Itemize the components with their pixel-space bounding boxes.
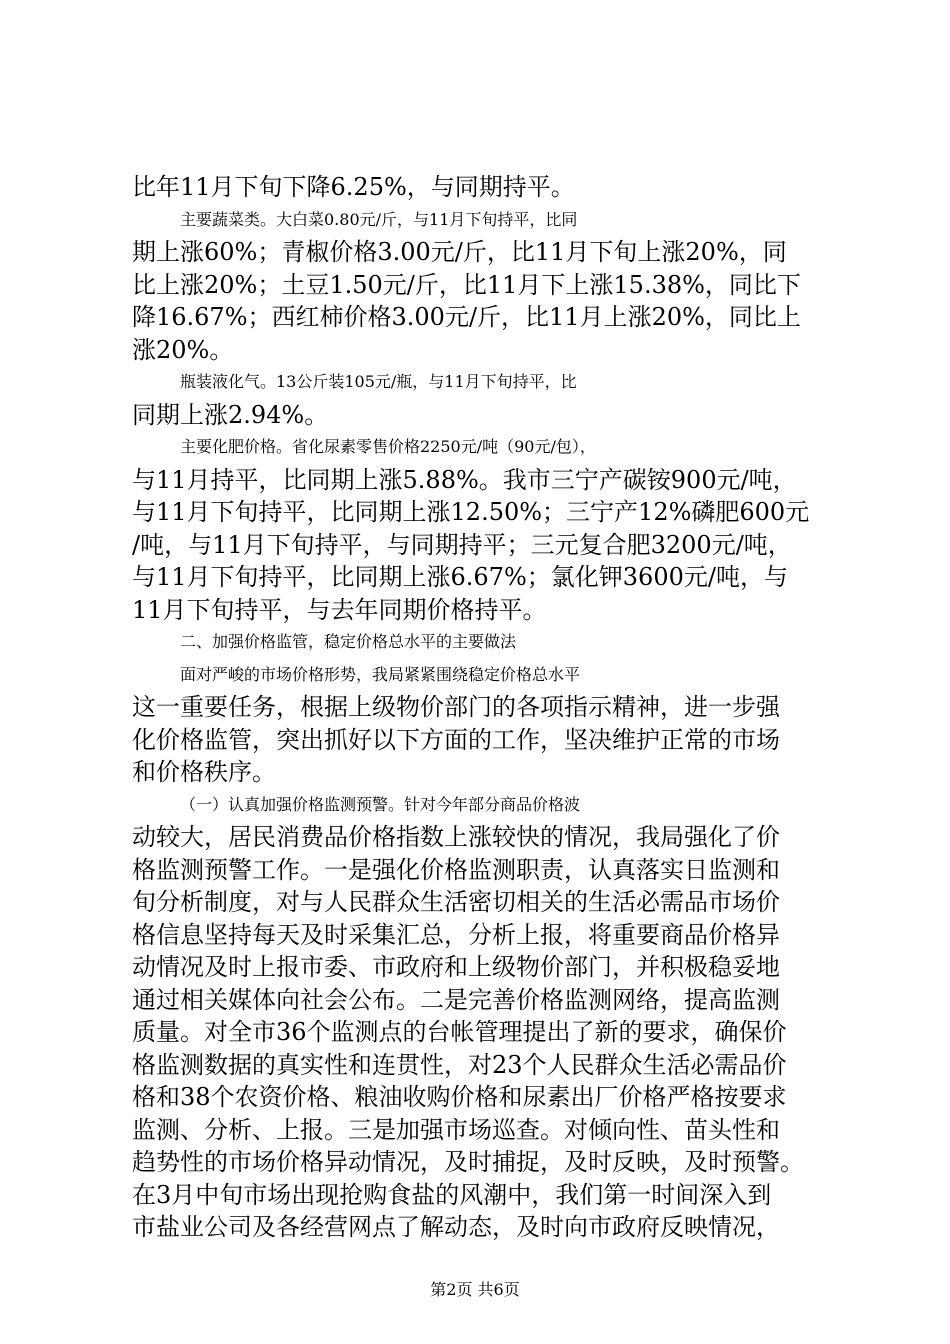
text-line: 11月下旬持平，与去年同期价格持平。 (132, 595, 547, 624)
text-line: 动情况及时上报市委、市政府和上级物价部门，并积极稳妥地 (132, 953, 780, 981)
text-line: 这一重要任务，根据上级物价部门的各项指示精神，进一步强 (132, 693, 780, 721)
text-line: 趋势性的市场价格异动情况，及时捕捉，及时反映，及时预警。 (132, 1148, 804, 1176)
text-line: 与11月下旬持平，比同期上涨6.67%；氯化钾3600元/吨，与 (132, 563, 788, 591)
text-line: 与11月下旬持平，比同期上涨12.50%；三宁产12%磷肥600元 (132, 498, 810, 526)
text-line: 格监测预警工作。一是强化价格监测职责，认真落实日监测和 (132, 855, 780, 884)
subsection-heading: （一）认真加强价格监测预警。针对今年部分商品价格波 (180, 794, 581, 814)
text-line: 主要蔬菜类。大白菜0.80元/斤，与11月下旬持平，比同 (180, 209, 578, 229)
text-line: /吨，与11月下旬持平，与同期持平；三元复合肥3200元/吨， (132, 530, 792, 559)
text-line: 旬分析制度，对与人民群众生活密切相关的生活必需品市场价 (132, 888, 780, 916)
text-line: 比上涨20%；土豆1.50元/斤，比11月下上涨15.38%，同比下 (132, 270, 801, 299)
text-line: 瓶装液化气。13公斤装105元/瓶，与11月下旬持平，比 (180, 372, 577, 391)
text-line: 涨20%。 (132, 335, 234, 364)
text-line: 降16.67%；西红柿价格3.00元/斤，比11月上涨20%，同比上 (132, 303, 801, 331)
text-line: 在3月中旬市场出现抢购食盐的风潮中，我们第一时间深入到 (132, 1180, 772, 1209)
page-number-footer: 第2页 共6页 (430, 1280, 520, 1299)
text-line: 化价格监管，突出抓好以下方面的工作，坚决维护正常的市场 (132, 725, 780, 754)
text-line: 主要化肥价格。省化尿素零售价格2250元/吨（90元/包）， (180, 437, 596, 456)
text-line: 与11月持平，比同期上涨5.88%。我市三宁产碳铵900元/吨， (132, 465, 797, 494)
text-line: 动较大，居民消费品价格指数上涨较快的情况，我局强化了价 (132, 823, 780, 851)
text-line: 期上涨60%；青椒价格3.00元/斤，比11月下旬上涨20%，同 (132, 238, 787, 266)
text-line: 同期上涨2.94%。 (132, 400, 329, 429)
text-line: 质量。对全市36个监测点的台帐管理提出了新的要求，确保价 (132, 1018, 787, 1046)
text-line: 通过相关媒体向社会公布。二是完善价格监测网络，提高监测 (132, 985, 780, 1014)
text-line: 格和38个农资价格、粮油收购价格和尿素出厂价格严格按要求 (132, 1083, 787, 1111)
text-line: 监测、分析、上报。三是加强市场巡查。对倾向性、苗头性和 (132, 1115, 780, 1144)
text-line: 市盐业公司及各经营网点了解动态，及时向市政府反映情况， (132, 1213, 780, 1241)
text-line: 面对严峻的市场价格形势，我局紧紧围绕稳定价格总水平 (180, 664, 581, 684)
text-line: 和价格秩序。 (132, 758, 276, 786)
text-line: 比年11月下旬下降6.25%，与同期持平。 (132, 173, 575, 201)
section-heading: 二、加强价格监管，稳定价格总水平的主要做法 (180, 632, 517, 651)
text-line: 格监测数据的真实性和连贯性，对23个人民群众生活必需品价 (132, 1050, 787, 1079)
text-line: 格信息坚持每天及时采集汇总，分析上报，将重要商品价格异 (132, 920, 780, 949)
